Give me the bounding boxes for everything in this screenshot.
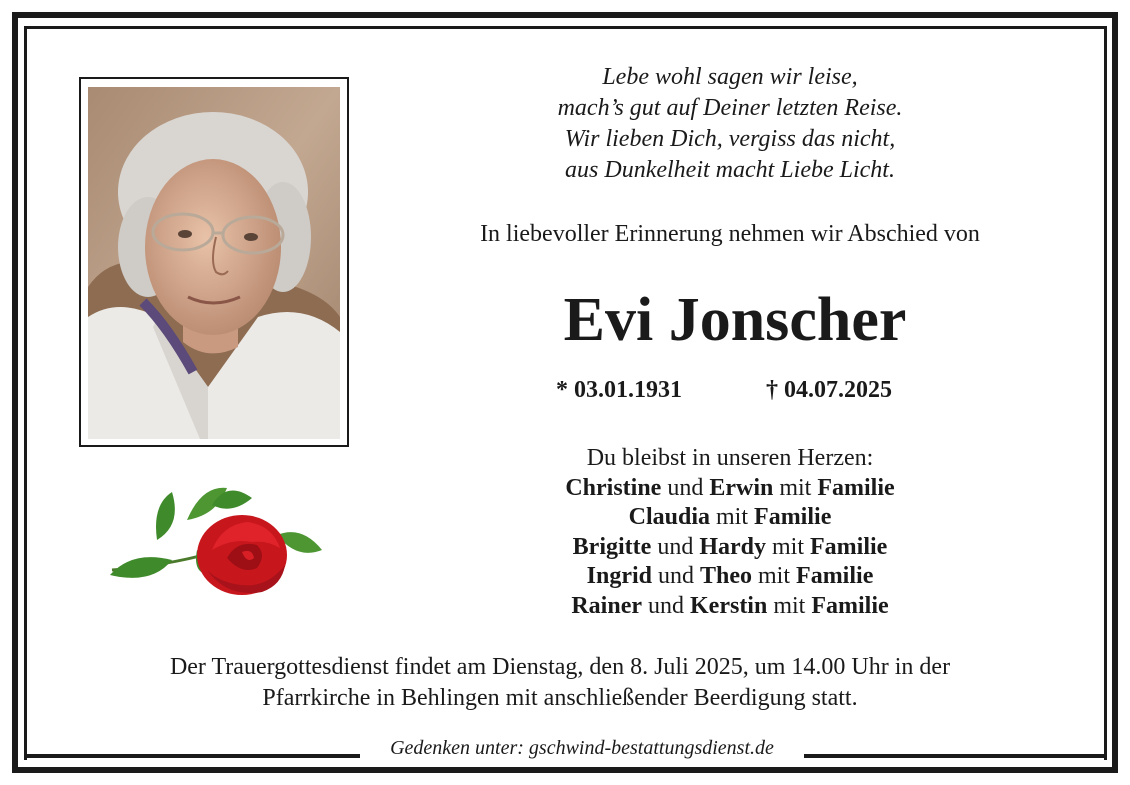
mourner-connector: und — [651, 533, 700, 560]
mourners-block — [450, 444, 1010, 621]
service-line: Pfarrkirche in Behlingen mit anschließender Beerdigung statt. — [262, 685, 858, 711]
poem-line: mach’s gut auf Deiner letzten Reise. — [557, 95, 903, 121]
mourner-line — [450, 592, 1010, 622]
poem — [430, 62, 1030, 186]
poem-line: Lebe wohl sagen wir leise, — [602, 64, 858, 90]
mourner-line — [450, 562, 1010, 592]
mourner-line — [450, 503, 1010, 533]
funeral-service-notice — [60, 652, 1060, 714]
mourner-connector: und — [642, 592, 690, 619]
mourner-connector: mit — [710, 504, 755, 530]
mourner-name: Familie — [810, 533, 888, 560]
farewell-intro: In liebevoller Erinnerung nehmen wir Abschied von — [480, 221, 980, 247]
mourner-connector: und — [661, 474, 710, 501]
mourner-connector: mit — [752, 563, 797, 589]
mourner-name: Erwin — [709, 474, 774, 501]
poem-line: aus Dunkelheit macht Liebe Licht. — [565, 157, 895, 183]
poem-line: Wir lieben Dich, vergiss das nicht, — [564, 126, 896, 152]
mourner-connector: mit — [765, 533, 810, 560]
portrait-photo-frame — [79, 77, 349, 447]
mourner-name: Familie — [811, 592, 889, 619]
mourner-name: Brigitte — [572, 533, 652, 560]
mourner-name: Familie — [796, 563, 874, 589]
memorial-website-footer: Gedenken unter: gschwind-bestattungsdienst.de — [390, 737, 774, 759]
deceased-name: Evi Jonscher — [563, 286, 907, 354]
mourner-name: Kerstin — [690, 592, 768, 619]
mourner-name: Hardy — [699, 533, 766, 560]
birth-date: * 03.01.1931 — [556, 377, 682, 403]
rose-image — [102, 480, 327, 605]
mourner-name: Christine — [565, 474, 662, 501]
bottom-border-left — [24, 754, 360, 758]
mourner-name: Ingrid — [586, 563, 652, 589]
service-line: Der Trauergottesdienst findet am Dienstag, den 8. Juli 2025, um 14.00 Uhr in der — [169, 654, 951, 680]
mourner-name: Familie — [817, 474, 895, 501]
portrait-photo — [88, 87, 340, 439]
mourner-connector: mit — [767, 592, 812, 619]
mourners-list — [450, 474, 1010, 622]
death-date: † 04.07.2025 — [766, 377, 892, 403]
mourner-name: Claudia — [628, 504, 711, 530]
mourner-name: Rainer — [571, 592, 642, 619]
mourner-name: Theo — [700, 563, 753, 589]
mourner-name: Familie — [754, 504, 832, 530]
mourner-line — [450, 533, 1010, 563]
mourner-line — [450, 474, 1010, 504]
mourner-connector: und — [652, 563, 700, 589]
mourner-connector: mit — [773, 474, 818, 501]
bottom-border-right — [804, 754, 1104, 758]
mourners-intro: Du bleibst in unseren Herzen: — [586, 445, 874, 471]
